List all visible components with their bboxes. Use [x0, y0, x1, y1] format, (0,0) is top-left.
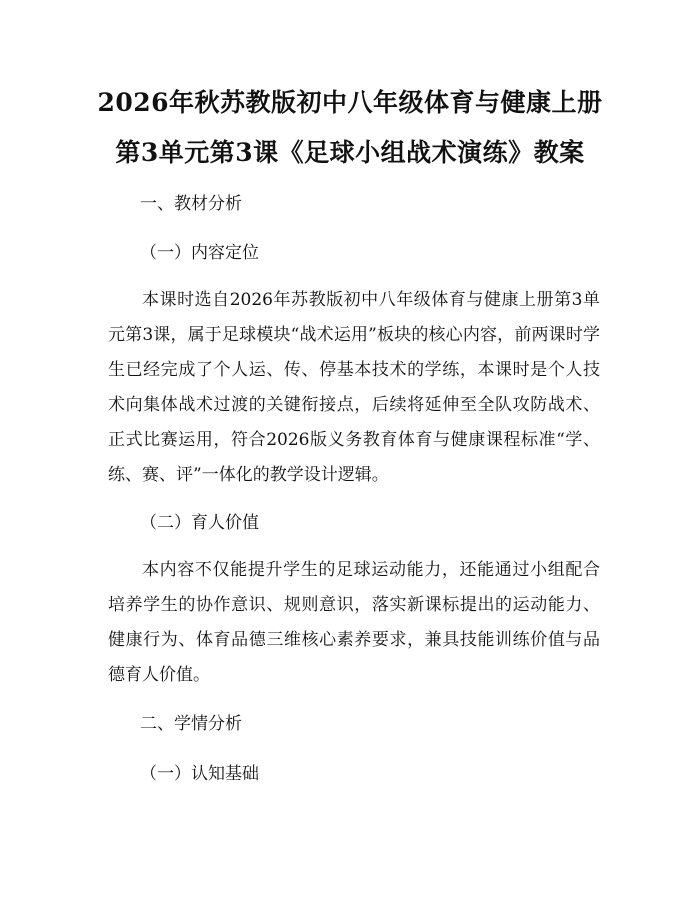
- section-heading-textbook-analysis: 一、教材分析: [140, 194, 242, 214]
- paragraph-content-positioning: [108, 283, 600, 493]
- paragraph-text: 本内容不仅能提升学生的足球运动能力，还能通过小组配合培养学生的协作意识、规则意识，落实新课标提出的运动能力、健康行为、体育品德三维核心素养要求，兼具技能训练价值与品德育人价值。: [108, 560, 600, 685]
- section-heading-learner-analysis: 二、学情分析: [140, 714, 242, 734]
- subsection-heading-content-positioning: （一）内容定位: [140, 243, 259, 263]
- subsection-heading-educational-value: （二）育人价值: [140, 513, 259, 533]
- document-title-line-1: 2026年秋苏教版初中八年级体育与健康上册: [97, 88, 603, 117]
- paragraph-educational-value: [108, 553, 600, 693]
- paragraph-text: 本课时选自2026年苏教版初中八年级体育与健康上册第3单元第3课，属于足球模块“战术运用”板块的核心内容，前两课时学生已经完成了个人运、传、停基本技术的学练，本课时是个人技术向集体战术过渡的关键衔接点，后续将延伸至全队攻防战术、正式比赛运用，符合2026版义务教育体育与健康课程标准“学、练、赛、评”一体化的教学设计逻辑。: [108, 290, 600, 485]
- subsection-heading-cognitive-basis: （一）认知基础: [140, 764, 259, 784]
- document-title-line-2: 第3单元第3课《足球小组战术演练》教案: [115, 138, 585, 167]
